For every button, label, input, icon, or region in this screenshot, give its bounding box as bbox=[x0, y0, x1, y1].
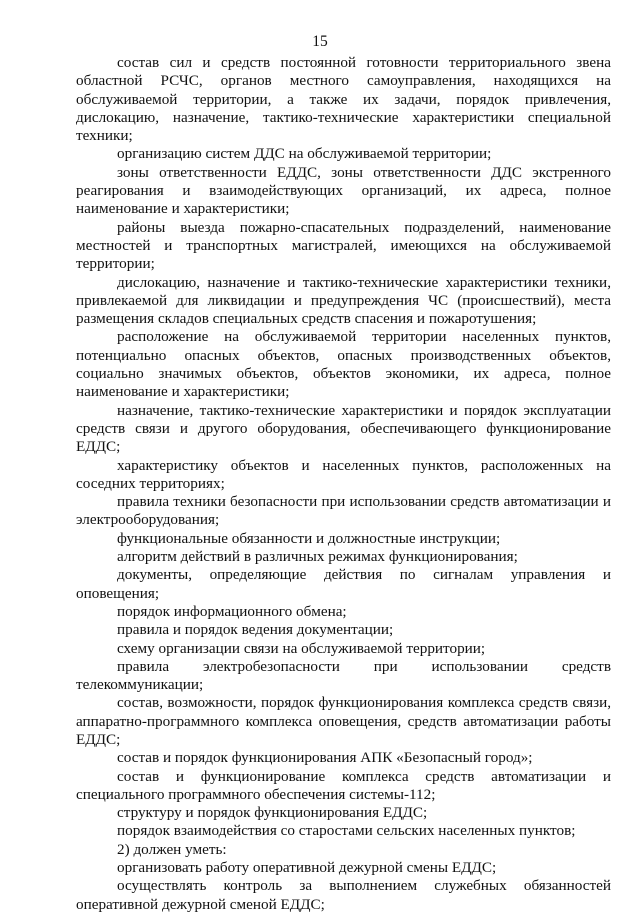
paragraph: зоны ответственности ЕДДС, зоны ответственности ДДС экстренного реагирования и взаимодействующих организаций, их адреса, полное наименование и характеристики; bbox=[76, 163, 611, 218]
paragraph: характеристику объектов и населенных пунктов, расположенных на соседних территориях; bbox=[76, 456, 611, 492]
paragraph: порядок информационного обмена; bbox=[117, 602, 347, 620]
paragraph: алгоритм действий в различных режимах функционирования; bbox=[117, 548, 518, 566]
paragraph: состав сил и средств постоянной готовности территориального звена областной РСЧС, органов местного самоуправления, находящихся на обслуживаемой территории, а также их задачи, порядок привлечения, дислокацию, назначение, тактико-технические характеристики специальной техники; bbox=[76, 54, 611, 145]
page-number: 15 bbox=[312, 33, 328, 50]
paragraph: дислокацию, назначение и тактико-технические характеристики техники, привлекаемой для ликвидации и предупреждения ЧС (происшествий), места размещения складов специальных средств спасения и пожаротушения; bbox=[76, 273, 611, 328]
paragraph: порядок взаимодействия со старостами сельских населенных пунктов; bbox=[117, 822, 576, 840]
paragraph: состав и порядок функционирования АПК «Безопасный город»; bbox=[117, 749, 533, 767]
paragraph: функциональные обязанности и должностные инструкции; bbox=[117, 529, 501, 547]
paragraph: документы, определяющие действия по сигналам управления и оповещения; bbox=[76, 566, 611, 602]
paragraph: расположение на обслуживаемой территории населенных пунктов, потенциально опасных объектов, опасных производственных объектов, социально значимых объектов, объектов экономики, их адреса, полное наименование и характеристики; bbox=[76, 328, 611, 401]
paragraph: назначение, тактико-технические характеристики и порядок эксплуатации средств связи и другого оборудования, обеспечивающего функционирование ЕДДС; bbox=[76, 401, 611, 456]
paragraph: структуру и порядок функционирования ЕДДС; bbox=[117, 804, 428, 822]
paragraph: состав и функционирование комплекса средств автоматизации и специального программного обеспечения системы-112; bbox=[76, 767, 611, 803]
paragraph: схему организации связи на обслуживаемой территории; bbox=[117, 639, 486, 657]
paragraph: осуществлять контроль за выполнением служебных обязанностей оперативной дежурной сменой ЕДДС; bbox=[76, 877, 611, 913]
paragraph: правила и порядок ведения документации; bbox=[117, 621, 394, 639]
paragraph: организацию систем ДДС на обслуживаемой территории; bbox=[117, 145, 492, 163]
paragraph: состав, возможности, порядок функционирования комплекса средств связи, аппаратно-программного комплекса оповещения, средств автоматизации работы ЕДДС; bbox=[76, 694, 611, 748]
subsection-heading: 2) должен уметь: bbox=[117, 840, 227, 858]
paragraph: организовать работу оперативной дежурной смены ЕДДС; bbox=[117, 859, 497, 877]
paragraph: правила техники безопасности при использовании средств автоматизации и электрооборудования; bbox=[76, 493, 611, 529]
paragraph: правила электробезопасности при использовании средств телекоммуникации; bbox=[76, 657, 611, 694]
paragraph: районы выезда пожарно-спасательных подразделений, наименование местностей и транспортных магистралей, имеющихся на обслуживаемой территории; bbox=[76, 218, 611, 273]
document-body bbox=[76, 54, 611, 914]
